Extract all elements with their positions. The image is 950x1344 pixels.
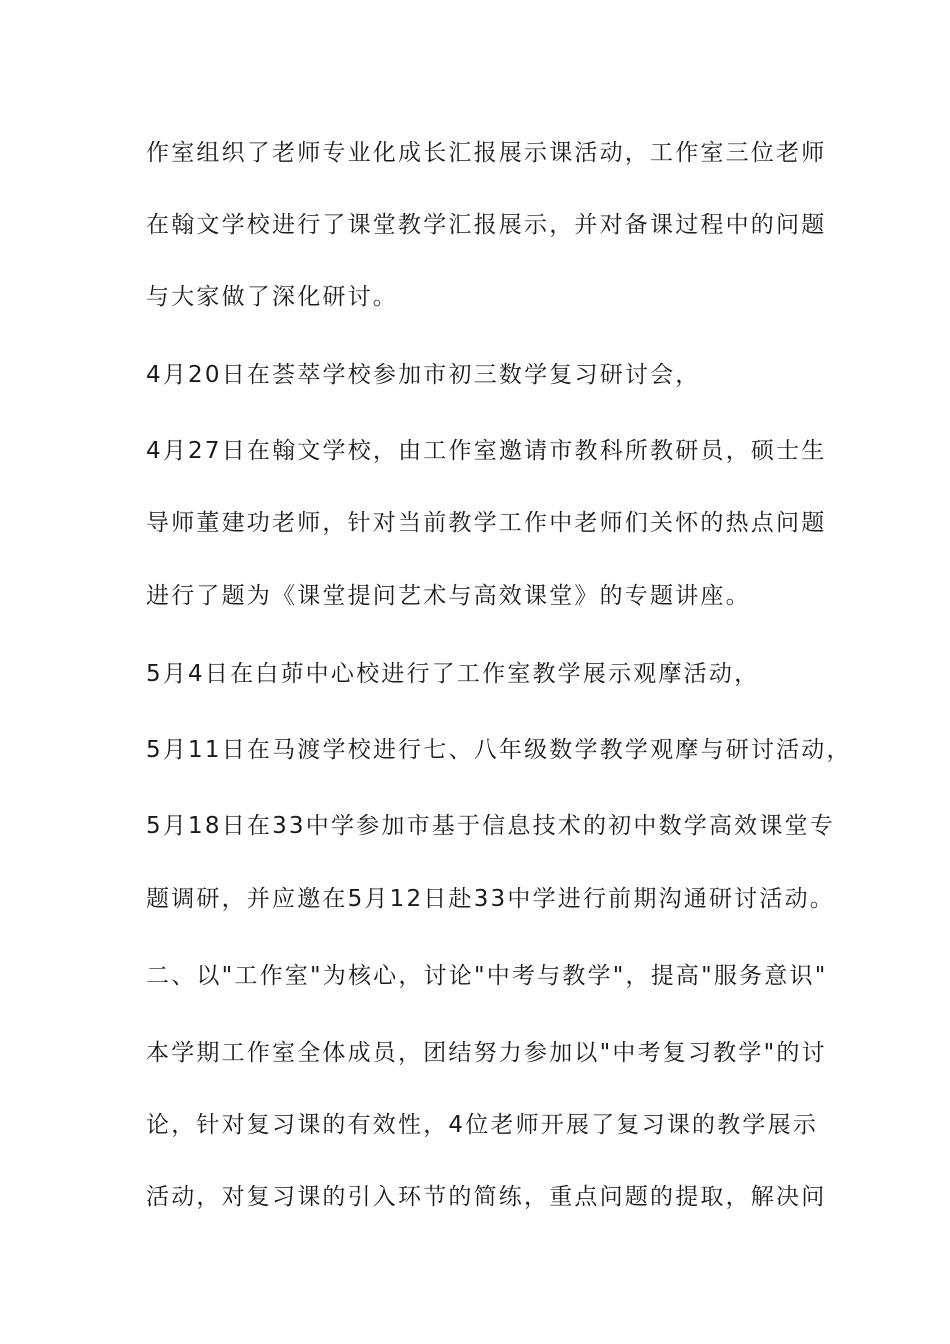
section-heading: 二、以"工作室"为核心，讨论"中考与教学"，提高"服务意识" [146, 963, 828, 989]
text-line: 5月11日在马渡学校进行七、八年级数学教学观摩与研讨活动， [146, 737, 852, 763]
text-line: 与大家做了深化研讨。 [146, 284, 398, 310]
text-line: 作室组织了老师专业化成长汇报展示课活动，工作室三位老师 [146, 140, 827, 166]
text-line: 5月18日在33中学参加市基于信息技术的初中数学高效课堂专 [146, 813, 835, 839]
text-line: 论，针对复习课的有效性，4位老师开展了复习课的教学展示 [146, 1112, 819, 1138]
text-line: 5月4日在白茆中心校进行了工作室教学展示观摩活动， [146, 661, 760, 687]
text-line: 本学期工作室全体成员，团结努力参加以"中考复习教学"的讨 [146, 1040, 827, 1066]
text-line: 4月20日在荟萃学校参加市初三数学复习研讨会， [146, 362, 701, 388]
text-line: 导师董建功老师，针对当前教学工作中老师们关怀的热点问题 [146, 510, 827, 536]
text-line: 在翰文学校进行了课堂教学汇报展示，并对备课过程中的问题 [146, 212, 827, 238]
text-line: 活动，对复习课的引入环节的简练，重点问题的提取，解决问 [146, 1184, 827, 1210]
text-line: 4月27日在翰文学校，由工作室邀请市教科所教研员，硕士生 [146, 438, 827, 464]
text-line: 题调研，并应邀在5月12日赴33中学进行前期沟通研讨活动。 [146, 886, 835, 912]
text-line: 进行了题为《课堂提问艺术与高效课堂》的专题讲座。 [146, 583, 751, 609]
